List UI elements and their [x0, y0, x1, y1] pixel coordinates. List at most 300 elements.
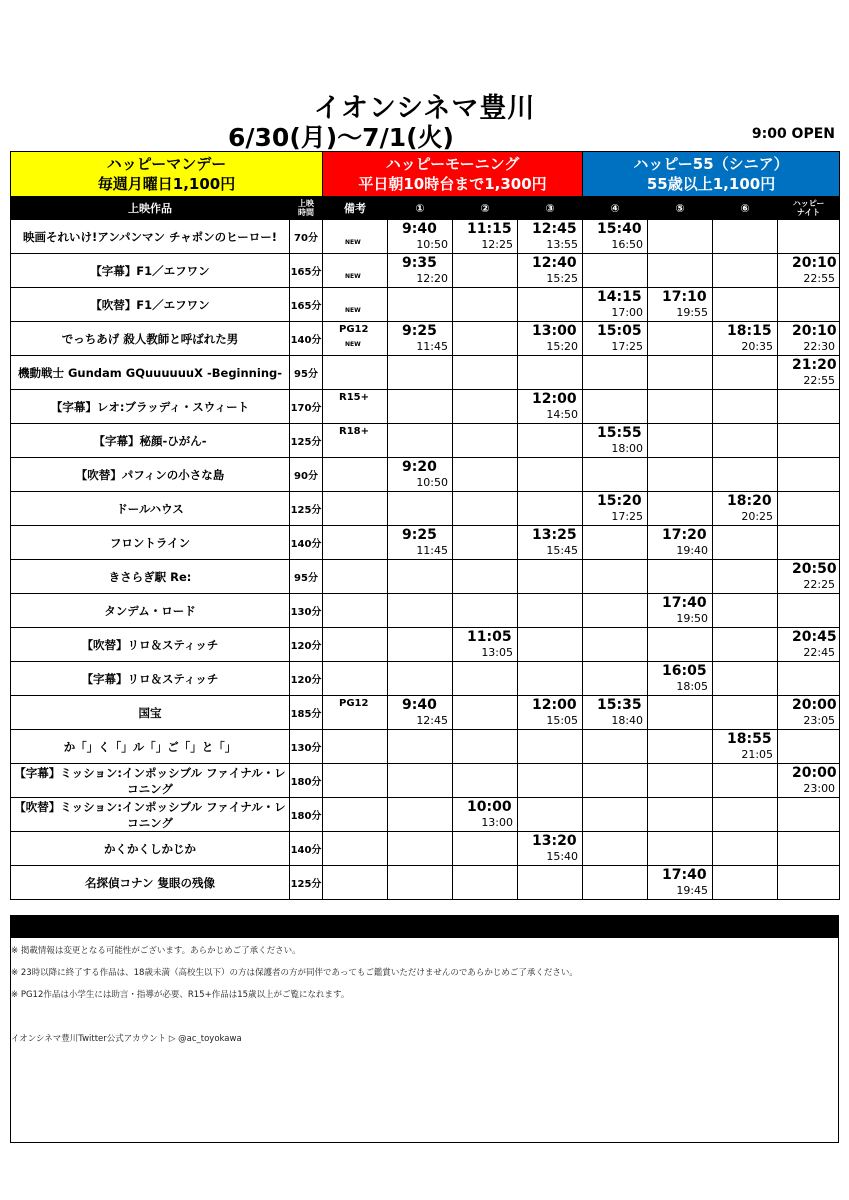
showtime-cell-screen-6	[713, 866, 778, 900]
start-time: 18:55	[727, 731, 772, 747]
start-time: 15:40	[597, 221, 642, 237]
showtime-cell-screen-1	[388, 594, 453, 628]
showtime-cell-screen-6	[713, 220, 778, 254]
showtime-cell-happy-night	[778, 662, 840, 696]
showtime-cell-screen-5	[648, 764, 713, 798]
movie-note	[323, 288, 388, 322]
end-time: 19:55	[676, 306, 709, 319]
showtime-cell-screen-5	[648, 594, 713, 628]
showtime-cell-happy-night	[778, 594, 840, 628]
showtime-cell-screen-3	[518, 866, 583, 900]
showtime-cell-screen-5	[648, 458, 713, 492]
showtime-cell-screen-2	[453, 526, 518, 560]
showtime-cell-screen-5	[648, 390, 713, 424]
showtime-cell-happy-night	[778, 866, 840, 900]
showtime-cell-happy-night	[778, 730, 840, 764]
start-time: 14:15	[597, 289, 642, 305]
movie-title: 【吹替】パフィンの小さな島	[11, 458, 290, 492]
table-row	[11, 696, 840, 730]
showtime-cell-screen-5	[648, 356, 713, 390]
end-time: 13:55	[546, 238, 579, 251]
end-time: 18:40	[611, 714, 644, 727]
start-time: 15:05	[597, 323, 642, 339]
col-header-late-l1: ハッピー	[792, 199, 825, 208]
showtime-cell-screen-4	[583, 730, 648, 764]
showtime-cell-screen-4	[583, 866, 648, 900]
movie-title: 名探偵コナン 隻眼の残像	[11, 866, 290, 900]
start-time: 20:50	[792, 561, 837, 577]
end-time: 10:50	[416, 238, 449, 251]
start-time: 12:00	[532, 697, 577, 713]
start-time: 15:20	[597, 493, 642, 509]
showtime-cell-screen-4	[583, 288, 648, 322]
movie-title: か「」く「」ル「」ご「」と「」	[11, 730, 290, 764]
showtime-cell-screen-2	[453, 594, 518, 628]
showtime-cell-screen-1	[388, 492, 453, 526]
movie-note	[323, 798, 388, 832]
promo-label: ハッピーマンデー	[106, 155, 227, 173]
col-header-screen-6: ⑥	[713, 197, 778, 220]
promo-label: ハッピーモーニング	[385, 155, 520, 173]
showtime-cell-screen-6	[713, 730, 778, 764]
showtime-cell-screen-5	[648, 730, 713, 764]
col-header-note: 備考	[323, 197, 388, 220]
start-time: 20:00	[792, 697, 837, 713]
showtime-cell-screen-2	[453, 662, 518, 696]
start-time: 16:05	[662, 663, 707, 679]
showtime-cell-screen-4	[583, 560, 648, 594]
col-header-happy-night	[778, 197, 840, 220]
movie-title: でっちあげ 殺人教師と呼ばれた男	[11, 322, 290, 356]
showtime-cell-screen-3	[518, 662, 583, 696]
start-time: 12:00	[532, 391, 577, 407]
showtime-cell-happy-night	[778, 764, 840, 798]
col-header-screen-5: ⑤	[648, 197, 713, 220]
movie-title: 【字幕】F1／エフワン	[11, 254, 290, 288]
showtime-cell-screen-6	[713, 254, 778, 288]
movie-note	[323, 322, 388, 356]
showtime-cell-screen-3	[518, 458, 583, 492]
table-row	[11, 458, 840, 492]
movie-title: 【吹替】リロ＆スティッチ	[11, 628, 290, 662]
showtime-cell-screen-2	[453, 560, 518, 594]
showtime-cell-screen-6	[713, 560, 778, 594]
end-time: 17:25	[611, 510, 644, 523]
movie-duration: 120分	[290, 662, 323, 696]
showtime-cell-screen-3	[518, 628, 583, 662]
movie-title: 【字幕】秘顔-ひがん-	[11, 424, 290, 458]
showtime-cell-screen-2	[453, 866, 518, 900]
movie-duration: 140分	[290, 832, 323, 866]
showtime-cell-screen-6	[713, 356, 778, 390]
end-time: 10:50	[416, 476, 449, 489]
rating-badge: PG12	[339, 324, 369, 335]
showtime-cell-screen-2	[453, 458, 518, 492]
end-time: 11:45	[416, 340, 449, 353]
showtime-cell-screen-3	[518, 492, 583, 526]
showtime-cell-screen-6	[713, 594, 778, 628]
start-time: 18:20	[727, 493, 772, 509]
page-title: イオンシネマ豊川	[313, 93, 536, 124]
movie-title: タンデム・ロード	[11, 594, 290, 628]
showtime-cell-screen-2	[453, 492, 518, 526]
start-time: 17:40	[662, 867, 707, 883]
showtime-cell-happy-night	[778, 356, 840, 390]
end-time: 13:00	[481, 816, 514, 829]
showtime-cell-screen-3	[518, 220, 583, 254]
showtime-cell-screen-1	[388, 356, 453, 390]
end-time: 20:35	[741, 340, 774, 353]
start-time: 12:40	[532, 255, 577, 271]
start-time: 15:55	[597, 425, 642, 441]
showtime-cell-screen-4	[583, 220, 648, 254]
movie-title: 【字幕】ミッション:インポッシブル ファイナル・レコニング	[11, 764, 290, 798]
movie-note	[323, 560, 388, 594]
note-line: ※ PG12作品は小学生には助言・指導が必要、R15+作品は15歳以上がご覧になれます。	[11, 990, 350, 1000]
showtime-cell-screen-1	[388, 798, 453, 832]
col-header-title: 上映作品	[11, 197, 290, 220]
end-time: 15:40	[546, 850, 579, 863]
showtime-cell-screen-4	[583, 424, 648, 458]
movie-duration: 180分	[290, 764, 323, 798]
promo-happy-morning	[323, 152, 583, 197]
table-row	[11, 424, 840, 458]
movie-note	[323, 356, 388, 390]
movie-duration: 95分	[290, 356, 323, 390]
schedule-body	[11, 220, 840, 900]
showtime-cell-screen-1	[388, 390, 453, 424]
showtime-cell-screen-1	[388, 730, 453, 764]
table-row	[11, 492, 840, 526]
promo-happy-monday	[11, 152, 323, 197]
showtime-cell-screen-5	[648, 798, 713, 832]
col-header-duration-l2: 時間	[298, 208, 314, 217]
notes-box	[10, 938, 839, 1143]
end-time: 23:05	[803, 714, 836, 727]
start-time: 11:05	[467, 629, 512, 645]
showtime-cell-screen-1	[388, 254, 453, 288]
table-row	[11, 662, 840, 696]
showtime-cell-screen-4	[583, 696, 648, 730]
showtime-cell-screen-1	[388, 832, 453, 866]
table-row	[11, 764, 840, 798]
showtime-cell-screen-5	[648, 866, 713, 900]
showtime-cell-happy-night	[778, 492, 840, 526]
showtime-cell-screen-5	[648, 628, 713, 662]
showtime-cell-screen-3	[518, 764, 583, 798]
end-time: 17:00	[611, 306, 644, 319]
showtime-cell-screen-3	[518, 526, 583, 560]
showtime-cell-screen-3	[518, 730, 583, 764]
col-header-duration-l1: 上映	[298, 199, 314, 208]
end-time: 11:45	[416, 544, 449, 557]
movie-note	[323, 220, 388, 254]
showtime-cell-screen-1	[388, 424, 453, 458]
end-time: 13:05	[481, 646, 514, 659]
end-time: 19:50	[676, 612, 709, 625]
col-header-screen-2: ②	[453, 197, 518, 220]
table-row	[11, 560, 840, 594]
showtime-cell-screen-2	[453, 798, 518, 832]
movie-duration: 90分	[290, 458, 323, 492]
showtime-cell-screen-2	[453, 832, 518, 866]
end-time: 15:05	[546, 714, 579, 727]
showtime-cell-screen-3	[518, 288, 583, 322]
new-badge: NEW	[345, 307, 361, 314]
start-time: 9:35	[402, 255, 437, 271]
showtime-cell-screen-1	[388, 662, 453, 696]
showtime-cell-screen-3	[518, 390, 583, 424]
movie-note	[323, 526, 388, 560]
showtime-cell-happy-night	[778, 424, 840, 458]
start-time: 17:40	[662, 595, 707, 611]
showtime-cell-screen-4	[583, 254, 648, 288]
movie-note	[323, 764, 388, 798]
end-time: 18:00	[611, 442, 644, 455]
rating-badge: R15+	[339, 392, 370, 403]
start-time: 20:00	[792, 765, 837, 781]
end-time: 22:45	[803, 646, 836, 659]
movie-note	[323, 730, 388, 764]
end-time: 20:25	[741, 510, 774, 523]
showtime-cell-screen-5	[648, 662, 713, 696]
table-row	[11, 288, 840, 322]
showtime-cell-screen-1	[388, 458, 453, 492]
movie-note	[323, 458, 388, 492]
showtime-cell-happy-night	[778, 560, 840, 594]
movie-title: ドールハウス	[11, 492, 290, 526]
showtime-cell-screen-6	[713, 798, 778, 832]
movie-duration: 70分	[290, 220, 323, 254]
showtime-cell-screen-6	[713, 764, 778, 798]
col-header-screen-4: ④	[583, 197, 648, 220]
showtime-cell-happy-night	[778, 696, 840, 730]
showtime-cell-screen-6	[713, 832, 778, 866]
showtime-cell-happy-night	[778, 628, 840, 662]
showtime-cell-happy-night	[778, 832, 840, 866]
showtime-cell-screen-3	[518, 254, 583, 288]
showtime-cell-screen-5	[648, 288, 713, 322]
showtime-cell-screen-6	[713, 390, 778, 424]
end-time: 22:25	[803, 578, 836, 591]
showtime-cell-screen-5	[648, 526, 713, 560]
twitter-account: イオンシネマ豊川Twitter公式アカウント ▷ @ac_toyokawa	[11, 1034, 242, 1044]
movie-duration: 130分	[290, 730, 323, 764]
showtime-cell-screen-3	[518, 798, 583, 832]
footer-divider-bar	[10, 915, 839, 938]
table-row	[11, 594, 840, 628]
table-row	[11, 220, 840, 254]
start-time: 15:35	[597, 697, 642, 713]
start-time: 9:25	[402, 323, 437, 339]
start-time: 11:15	[467, 221, 512, 237]
start-time: 9:40	[402, 697, 437, 713]
showtime-cell-screen-6	[713, 458, 778, 492]
movie-note	[323, 866, 388, 900]
movie-title: きさらぎ駅 Re:	[11, 560, 290, 594]
movie-duration: 140分	[290, 322, 323, 356]
table-row	[11, 798, 840, 832]
showtime-cell-happy-night	[778, 798, 840, 832]
showtime-cell-screen-1	[388, 322, 453, 356]
movie-duration: 130分	[290, 594, 323, 628]
note-line: ※ 23時以降に終了する作品は、18歳未満（高校生以下）の方は保護者の方が同伴であってもご鑑賞いただけませんのであらかじめご了承ください。	[11, 968, 578, 978]
promo-label: ハッピー55（シニア）	[633, 155, 789, 173]
showtime-cell-screen-5	[648, 220, 713, 254]
showtime-cell-screen-3	[518, 356, 583, 390]
start-time: 9:20	[402, 459, 437, 475]
start-time: 18:15	[727, 323, 772, 339]
end-time: 15:25	[546, 272, 579, 285]
start-time: 9:25	[402, 527, 437, 543]
showtime-cell-screen-5	[648, 560, 713, 594]
movie-duration: 140分	[290, 526, 323, 560]
showtime-cell-happy-night	[778, 254, 840, 288]
showtime-cell-screen-1	[388, 764, 453, 798]
table-row	[11, 390, 840, 424]
showtime-cell-screen-4	[583, 594, 648, 628]
start-time: 9:40	[402, 221, 437, 237]
end-time: 15:45	[546, 544, 579, 557]
col-header-screen-3: ③	[518, 197, 583, 220]
end-time: 18:05	[676, 680, 709, 693]
showtime-cell-screen-2	[453, 628, 518, 662]
col-header-late-l2: ナイト	[796, 208, 821, 217]
end-time: 12:25	[481, 238, 514, 251]
showtime-cell-happy-night	[778, 526, 840, 560]
movie-duration: 125分	[290, 492, 323, 526]
end-time: 16:50	[611, 238, 644, 251]
start-time: 10:00	[467, 799, 512, 815]
movie-note	[323, 662, 388, 696]
start-time: 12:45	[532, 221, 577, 237]
promo-price: 毎週月曜日1,100円	[97, 175, 236, 193]
promo-happy-55	[583, 152, 840, 197]
showtime-cell-screen-2	[453, 730, 518, 764]
end-time: 15:20	[546, 340, 579, 353]
showtime-cell-screen-5	[648, 492, 713, 526]
movie-title: フロントライン	[11, 526, 290, 560]
movie-note	[323, 390, 388, 424]
showtime-cell-screen-3	[518, 832, 583, 866]
showtime-cell-screen-1	[388, 526, 453, 560]
showtime-cell-screen-6	[713, 288, 778, 322]
showtime-cell-screen-6	[713, 492, 778, 526]
date-range: 6/30(月)〜7/1(火)	[228, 123, 454, 152]
movie-note	[323, 424, 388, 458]
showtime-cell-screen-1	[388, 696, 453, 730]
movie-note	[323, 628, 388, 662]
start-time: 21:20	[792, 357, 837, 373]
showtime-cell-screen-4	[583, 764, 648, 798]
movie-note	[323, 696, 388, 730]
showtime-cell-screen-4	[583, 356, 648, 390]
movie-title: 【字幕】レオ:ブラッディ・スウィート	[11, 390, 290, 424]
table-row	[11, 254, 840, 288]
showtime-cell-screen-1	[388, 288, 453, 322]
end-time: 17:25	[611, 340, 644, 353]
end-time: 22:55	[803, 374, 836, 387]
table-row	[11, 356, 840, 390]
new-badge: NEW	[345, 239, 361, 246]
promo-row	[11, 152, 840, 197]
showtime-cell-screen-5	[648, 832, 713, 866]
end-time: 21:05	[741, 748, 774, 761]
showtime-cell-screen-5	[648, 696, 713, 730]
showtime-cell-screen-5	[648, 254, 713, 288]
showtime-cell-happy-night	[778, 288, 840, 322]
showtime-cell-screen-4	[583, 526, 648, 560]
rating-badge: R18+	[339, 426, 370, 437]
showtime-cell-screen-1	[388, 866, 453, 900]
showtime-cell-screen-4	[583, 832, 648, 866]
promo-price: 55歳以上1,100円	[646, 175, 776, 193]
showtime-cell-screen-3	[518, 322, 583, 356]
new-badge: NEW	[345, 273, 361, 280]
showtime-cell-screen-2	[453, 356, 518, 390]
showtime-cell-happy-night	[778, 390, 840, 424]
table-row	[11, 866, 840, 900]
open-time: 9:00 OPEN	[751, 126, 835, 142]
showtime-cell-screen-1	[388, 560, 453, 594]
new-badge: NEW	[345, 341, 361, 348]
showtime-cell-screen-1	[388, 628, 453, 662]
showtime-cell-screen-5	[648, 424, 713, 458]
showtime-cell-screen-4	[583, 492, 648, 526]
showtime-cell-screen-2	[453, 220, 518, 254]
showtime-cell-screen-1	[388, 220, 453, 254]
movie-duration: 125分	[290, 424, 323, 458]
showtime-cell-screen-6	[713, 662, 778, 696]
movie-title: 【字幕】リロ＆スティッチ	[11, 662, 290, 696]
movie-title: 映画それいけ!アンパンマン チャポンのヒーロー!	[11, 220, 290, 254]
showtime-cell-screen-2	[453, 288, 518, 322]
end-time: 19:45	[676, 884, 709, 897]
showtime-cell-screen-4	[583, 628, 648, 662]
showtime-cell-screen-3	[518, 424, 583, 458]
movie-title: 機動戦士 Gundam GQuuuuuuX -Beginning-	[11, 356, 290, 390]
movie-title: 国宝	[11, 696, 290, 730]
end-time: 19:40	[676, 544, 709, 557]
showtime-cell-screen-4	[583, 390, 648, 424]
showtime-cell-screen-6	[713, 322, 778, 356]
showtime-cell-screen-6	[713, 526, 778, 560]
showtime-cell-happy-night	[778, 322, 840, 356]
table-row	[11, 832, 840, 866]
movie-duration: 125分	[290, 866, 323, 900]
showtime-cell-screen-6	[713, 424, 778, 458]
movie-title: 【吹替】ミッション:インポッシブル ファイナル・レコニング	[11, 798, 290, 832]
showtime-cell-screen-3	[518, 594, 583, 628]
end-time: 23:00	[803, 782, 836, 795]
showtime-cell-screen-5	[648, 322, 713, 356]
table-row	[11, 322, 840, 356]
showtime-cell-screen-3	[518, 560, 583, 594]
end-time: 14:50	[546, 408, 579, 421]
showtime-cell-screen-2	[453, 390, 518, 424]
movie-title: 【吹替】F1／エフワン	[11, 288, 290, 322]
end-time: 12:45	[416, 714, 449, 727]
movie-duration: 185分	[290, 696, 323, 730]
movie-note	[323, 492, 388, 526]
start-time: 17:10	[662, 289, 707, 305]
movie-note	[323, 254, 388, 288]
table-row	[11, 730, 840, 764]
promo-price: 平日朝10時台まで1,300円	[358, 175, 547, 193]
col-header-screen-1: ①	[388, 197, 453, 220]
table-row	[11, 628, 840, 662]
showtime-cell-screen-2	[453, 322, 518, 356]
